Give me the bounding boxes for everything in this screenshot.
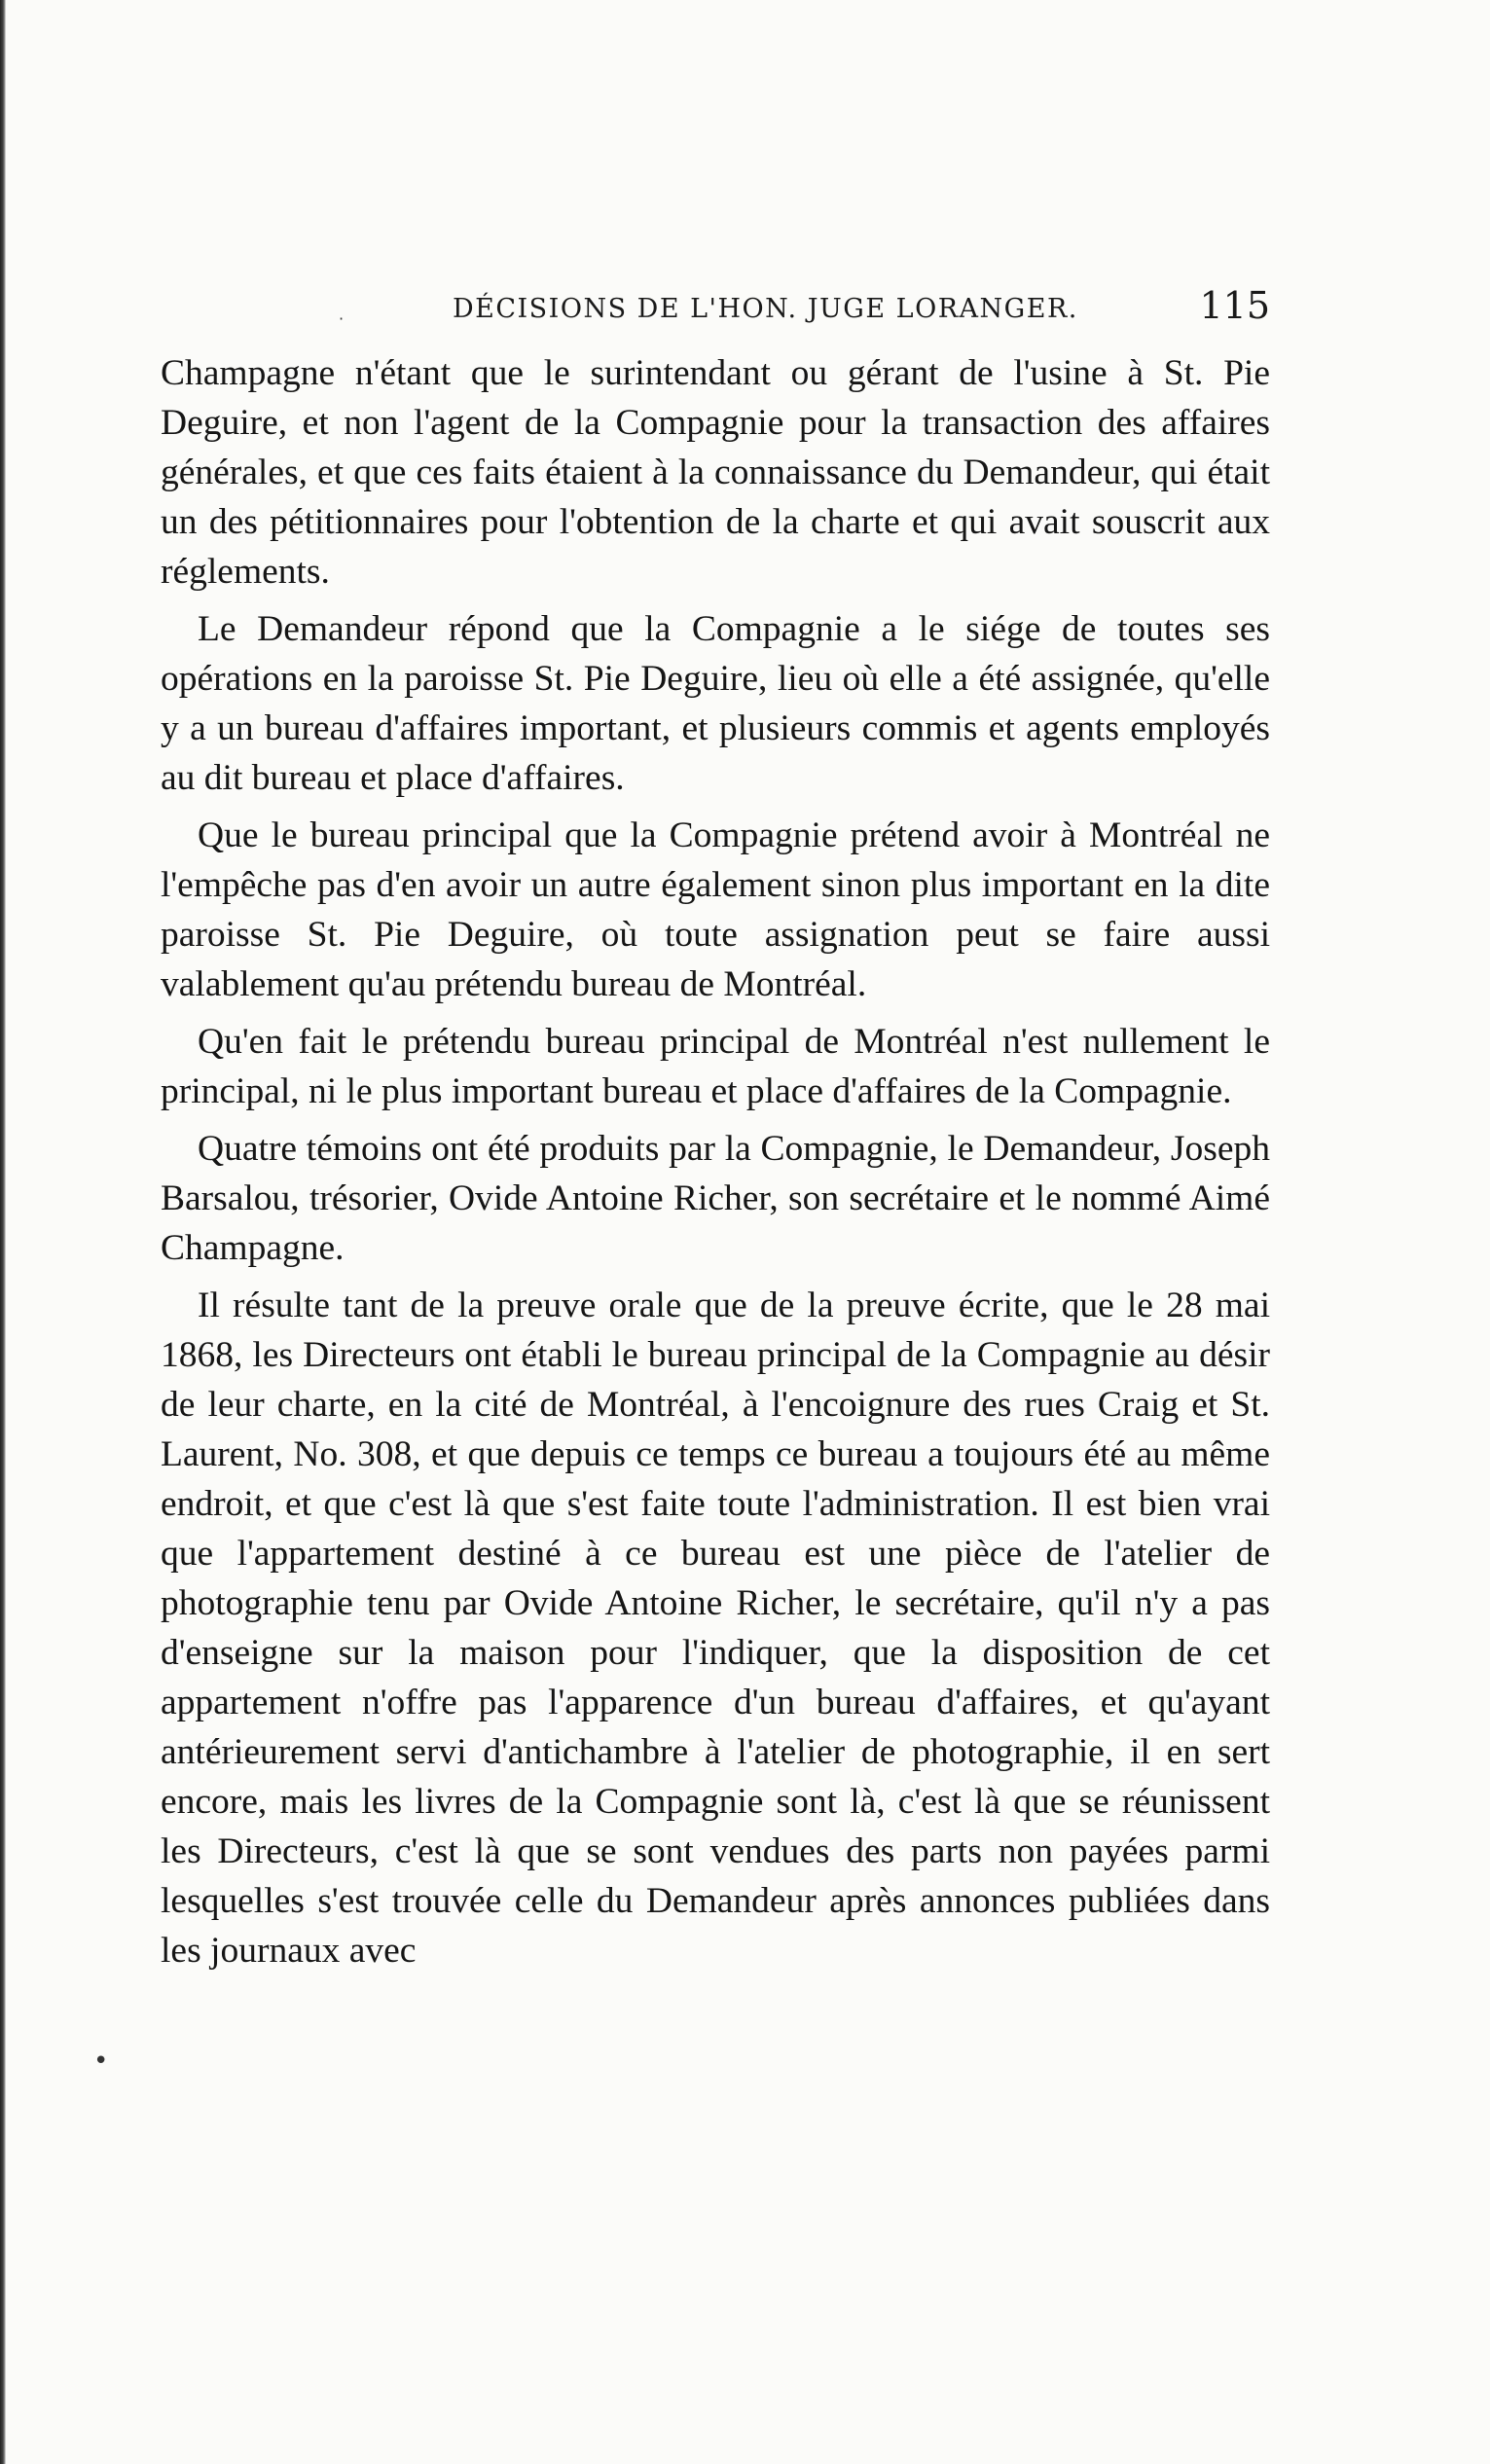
paragraph-2: Le Demandeur répond que la Compagnie a le siége de toutes ses opérations en la paroisse St. Pie Deguire, lieu où elle a été assignée, qu'elle y a un bureau d'affaires important, et plusieurs commis et agents employés au dit bureau et place d'affaires. (161, 609, 1270, 798)
paragraph-3: Que le bureau principal que la Compagnie prétend avoir à Montréal ne l'empêche pas d'en avoir un autre également sinon plus important en la dite paroisse St. Pie Deguire, où toute assignation peut se faire aussi valablement qu'au prétendu bureau de Montréal. (161, 815, 1270, 1004)
paragraph-1: Champagne n'étant que le surintendant ou gérant de l'usine à St. Pie Deguire, et non l'agent de la Compagnie pour la transaction des affaires générales, et que ces faits étaient à la connaissance du Demandeur, qui était un des pétitionnaires pour l'obtention de la charte et qui avait souscrit aux réglements. (161, 353, 1270, 592)
page-header (161, 282, 1270, 341)
page-number: 115 (1199, 284, 1270, 327)
paragraph-6: Il résulte tant de la preuve orale que de la preuve écrite, que le 28 mai 1868, les Directeurs ont établi le bureau principal de la Compagnie au désir de leur charte, en la cité de Montréal, à l'encoignure des rues Craig et St. Laurent, No. 308, et que depuis ce temps ce bureau a toujours été au même endroit, et que c'est là que s'est faite toute l'administration. Il est bien vrai que l'appartement destiné à ce bureau est une pièce de l'atelier de photographie tenu par Ovide Antoine Richer, le secrétaire, qu'il n'y a pas d'enseigne sur la maison pour l'indiquer, que la disposition de cet appartement n'offre pas l'apparence d'un bureau d'affaires, et qu'ayant antérieurement servi d'antichambre à l'atelier de photographie, il en sert encore, mais les livres de la Compagnie sont là, c'est là que se réunissent les Directeurs, c'est là que se sont vendues des parts non payées parmi lesquelles s'est trouvée celle du Demandeur après annonces publiées dans les journaux avec (161, 1286, 1270, 1971)
paragraph-4: Qu'en fait le prétendu bureau principal de Montréal n'est nullement le principal, ni le plus important bureau et place d'affaires de la Compagnie. (161, 1022, 1270, 1111)
running-title: DÉCISIONS DE L'HON. JUGE LORANGER. (453, 294, 1078, 324)
paragraph-5: Quatre témoins ont été produits par la Compagnie, le Demandeur, Joseph Barsalou, trésorier, Ovide Antoine Richer, son secrétaire et le nommé Aimé Champagne. (161, 1129, 1270, 1268)
page-binding-edge (0, 0, 6, 2464)
body-text (161, 348, 1270, 1983)
margin-mark: • (93, 2047, 109, 2076)
header-mark: · (339, 309, 345, 328)
